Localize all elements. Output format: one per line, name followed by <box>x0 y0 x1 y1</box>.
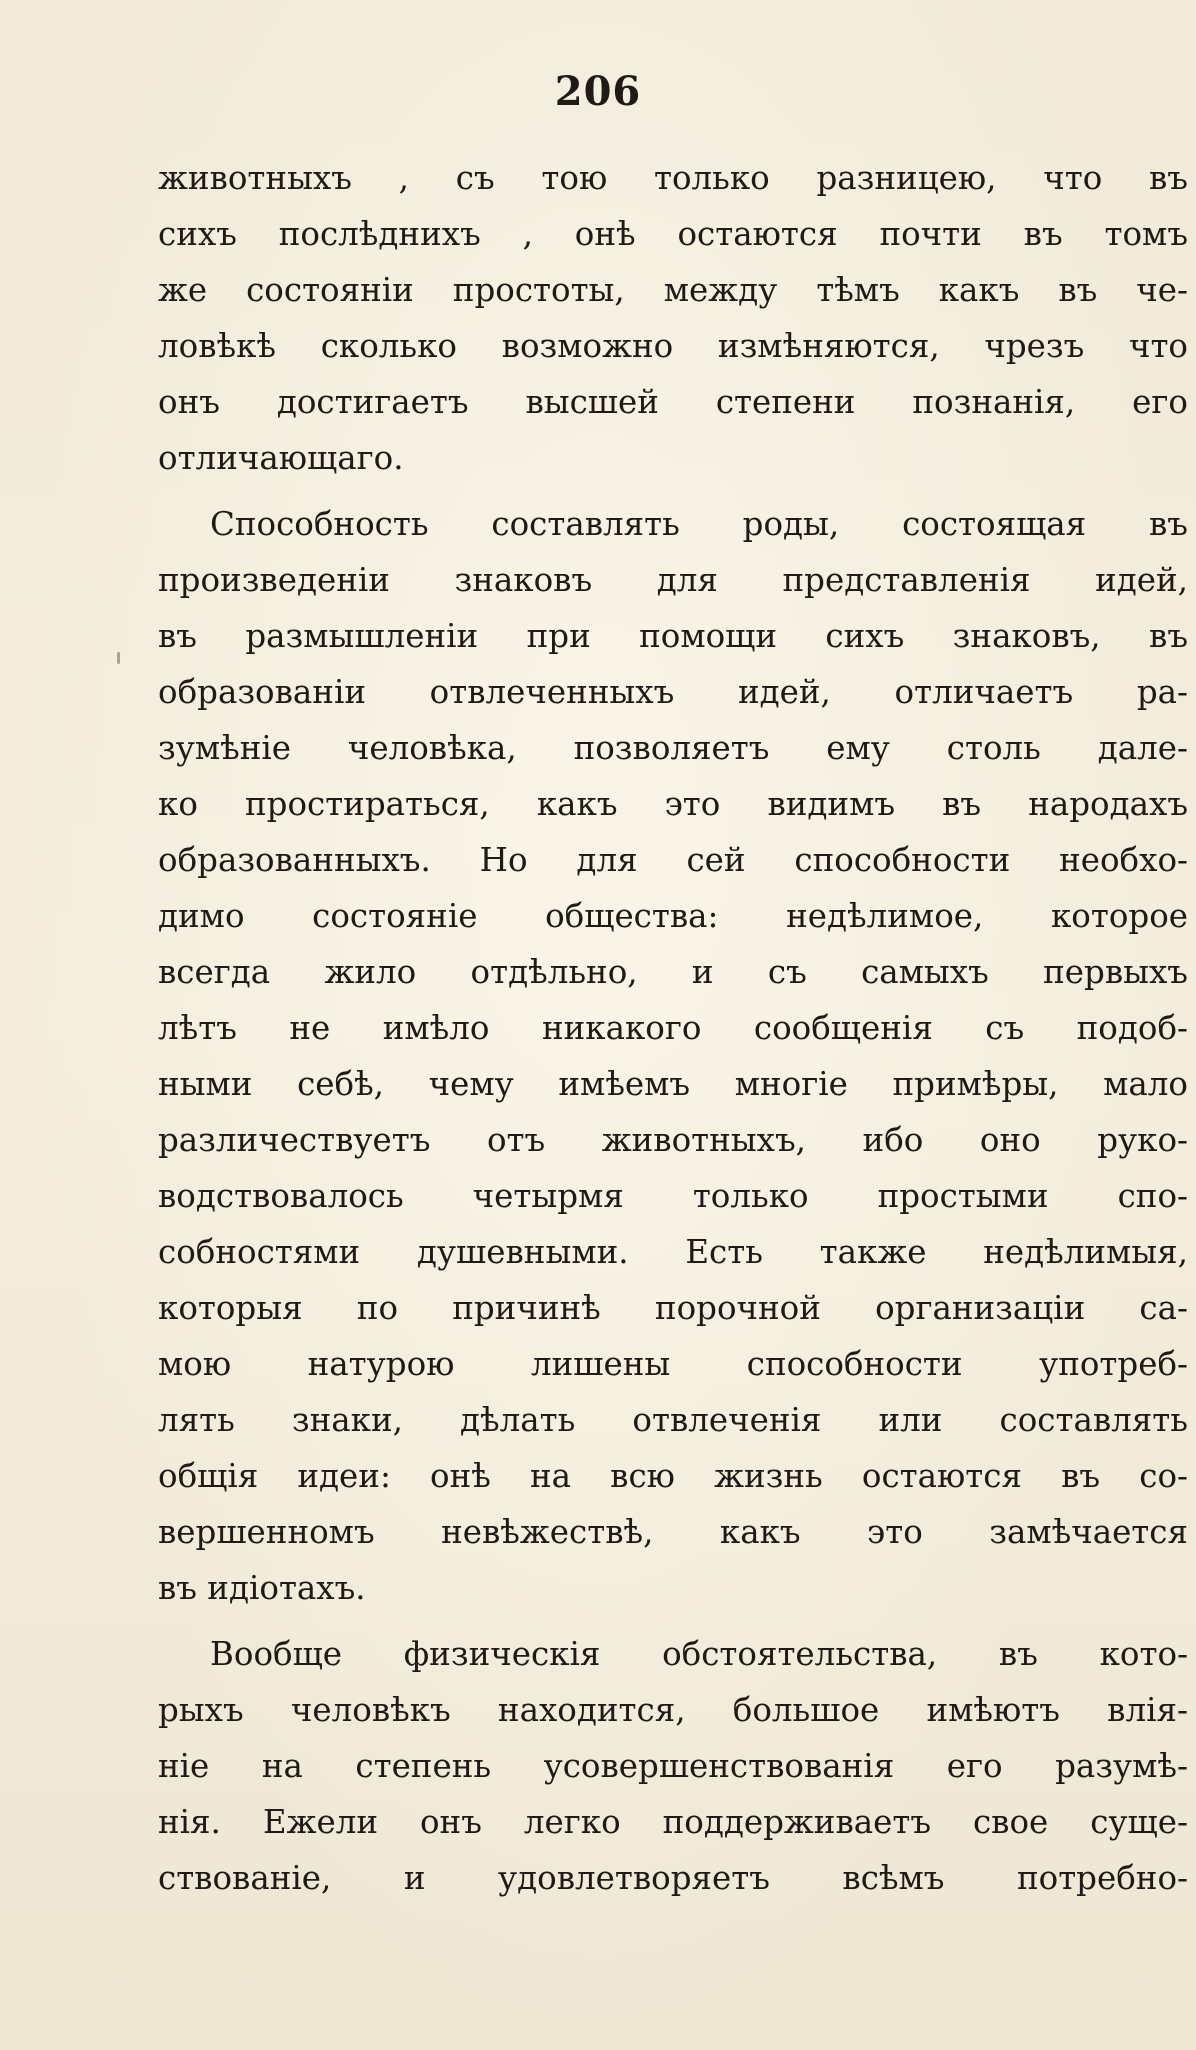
text-line: ными себѣ, чему имѣемъ многіе примѣры, мало <box>158 1065 1188 1103</box>
page-number: 206 <box>554 68 642 115</box>
text-line: которыя по причинѣ порочной организаціи са- <box>158 1289 1188 1327</box>
text-line: зумѣніе человѣка, позволяетъ ему столь дале- <box>158 729 1188 767</box>
paragraph-3 <box>158 1626 1188 1906</box>
text-line: водствовалось четырмя только простыми спо- <box>158 1177 1188 1215</box>
text-line: всегда жило отдѣльно, и съ самыхъ первыхъ <box>158 953 1188 991</box>
text-line: различествуетъ отъ животныхъ, ибо оно руко- <box>158 1121 1188 1159</box>
text-line: ніе на степень усовершенствованія его разумѣ- <box>158 1747 1188 1785</box>
text-line: произведеніи знаковъ для представленія идей, <box>158 561 1188 599</box>
text-line: рыхъ человѣкъ находится, большое имѣютъ влія- <box>158 1691 1188 1729</box>
text-line: собностями душевными. Есть также недѣлимыя, <box>158 1233 1188 1271</box>
paper-speck <box>117 652 120 664</box>
text-line: вершенномъ невѣжествѣ, какъ это замѣчается <box>158 1513 1188 1551</box>
text-line: ловѣкѣ сколько возможно измѣняются, чрезъ что <box>158 327 1188 365</box>
text-line: животныхъ , съ тою только разницею, что въ <box>158 159 1188 197</box>
text-line: же состояніи простоты, между тѣмъ какъ въ че- <box>158 271 1188 309</box>
text-line: отличающаго. <box>158 439 404 477</box>
text-line: нія. Ежели онъ легко поддерживаетъ свое суще- <box>158 1803 1188 1841</box>
text-line: ко простираться, какъ это видимъ въ народахъ <box>158 785 1188 823</box>
text-line: Вообще физическія обстоятельства, въ кото- <box>210 1635 1188 1673</box>
text-line: ствованіе, и удовлетворяетъ всѣмъ потребно- <box>158 1859 1188 1897</box>
text-line: лять знаки, дѣлать отвлеченія или составлять <box>158 1401 1188 1439</box>
text-line: общія идеи: онѣ на всю жизнь остаются въ со- <box>158 1457 1188 1495</box>
paragraph-1 <box>158 150 1188 486</box>
paragraph-2 <box>158 496 1188 1616</box>
text-line: Способность составлять роды, состоящая въ <box>210 505 1188 543</box>
body-text <box>158 150 1188 1906</box>
text-line: сихъ послѣднихъ , онѣ остаются почти въ томъ <box>158 215 1188 253</box>
text-line: образованныхъ. Но для сей способности необхо- <box>158 841 1188 879</box>
text-line: онъ достигаетъ высшей степени познанія, его <box>158 383 1188 421</box>
text-line: въ идіотахъ. <box>158 1569 366 1607</box>
text-line: мою натурою лишены способности употреб- <box>158 1345 1188 1383</box>
text-line: образованіи отвлеченныхъ идей, отличаетъ ра- <box>158 673 1188 711</box>
text-line: димо состояніе общества: недѣлимое, которое <box>158 897 1188 935</box>
text-line: лѣтъ не имѣло никакого сообщенія съ подоб- <box>158 1009 1188 1047</box>
text-line: въ размышленіи при помощи сихъ знаковъ, въ <box>158 617 1188 655</box>
